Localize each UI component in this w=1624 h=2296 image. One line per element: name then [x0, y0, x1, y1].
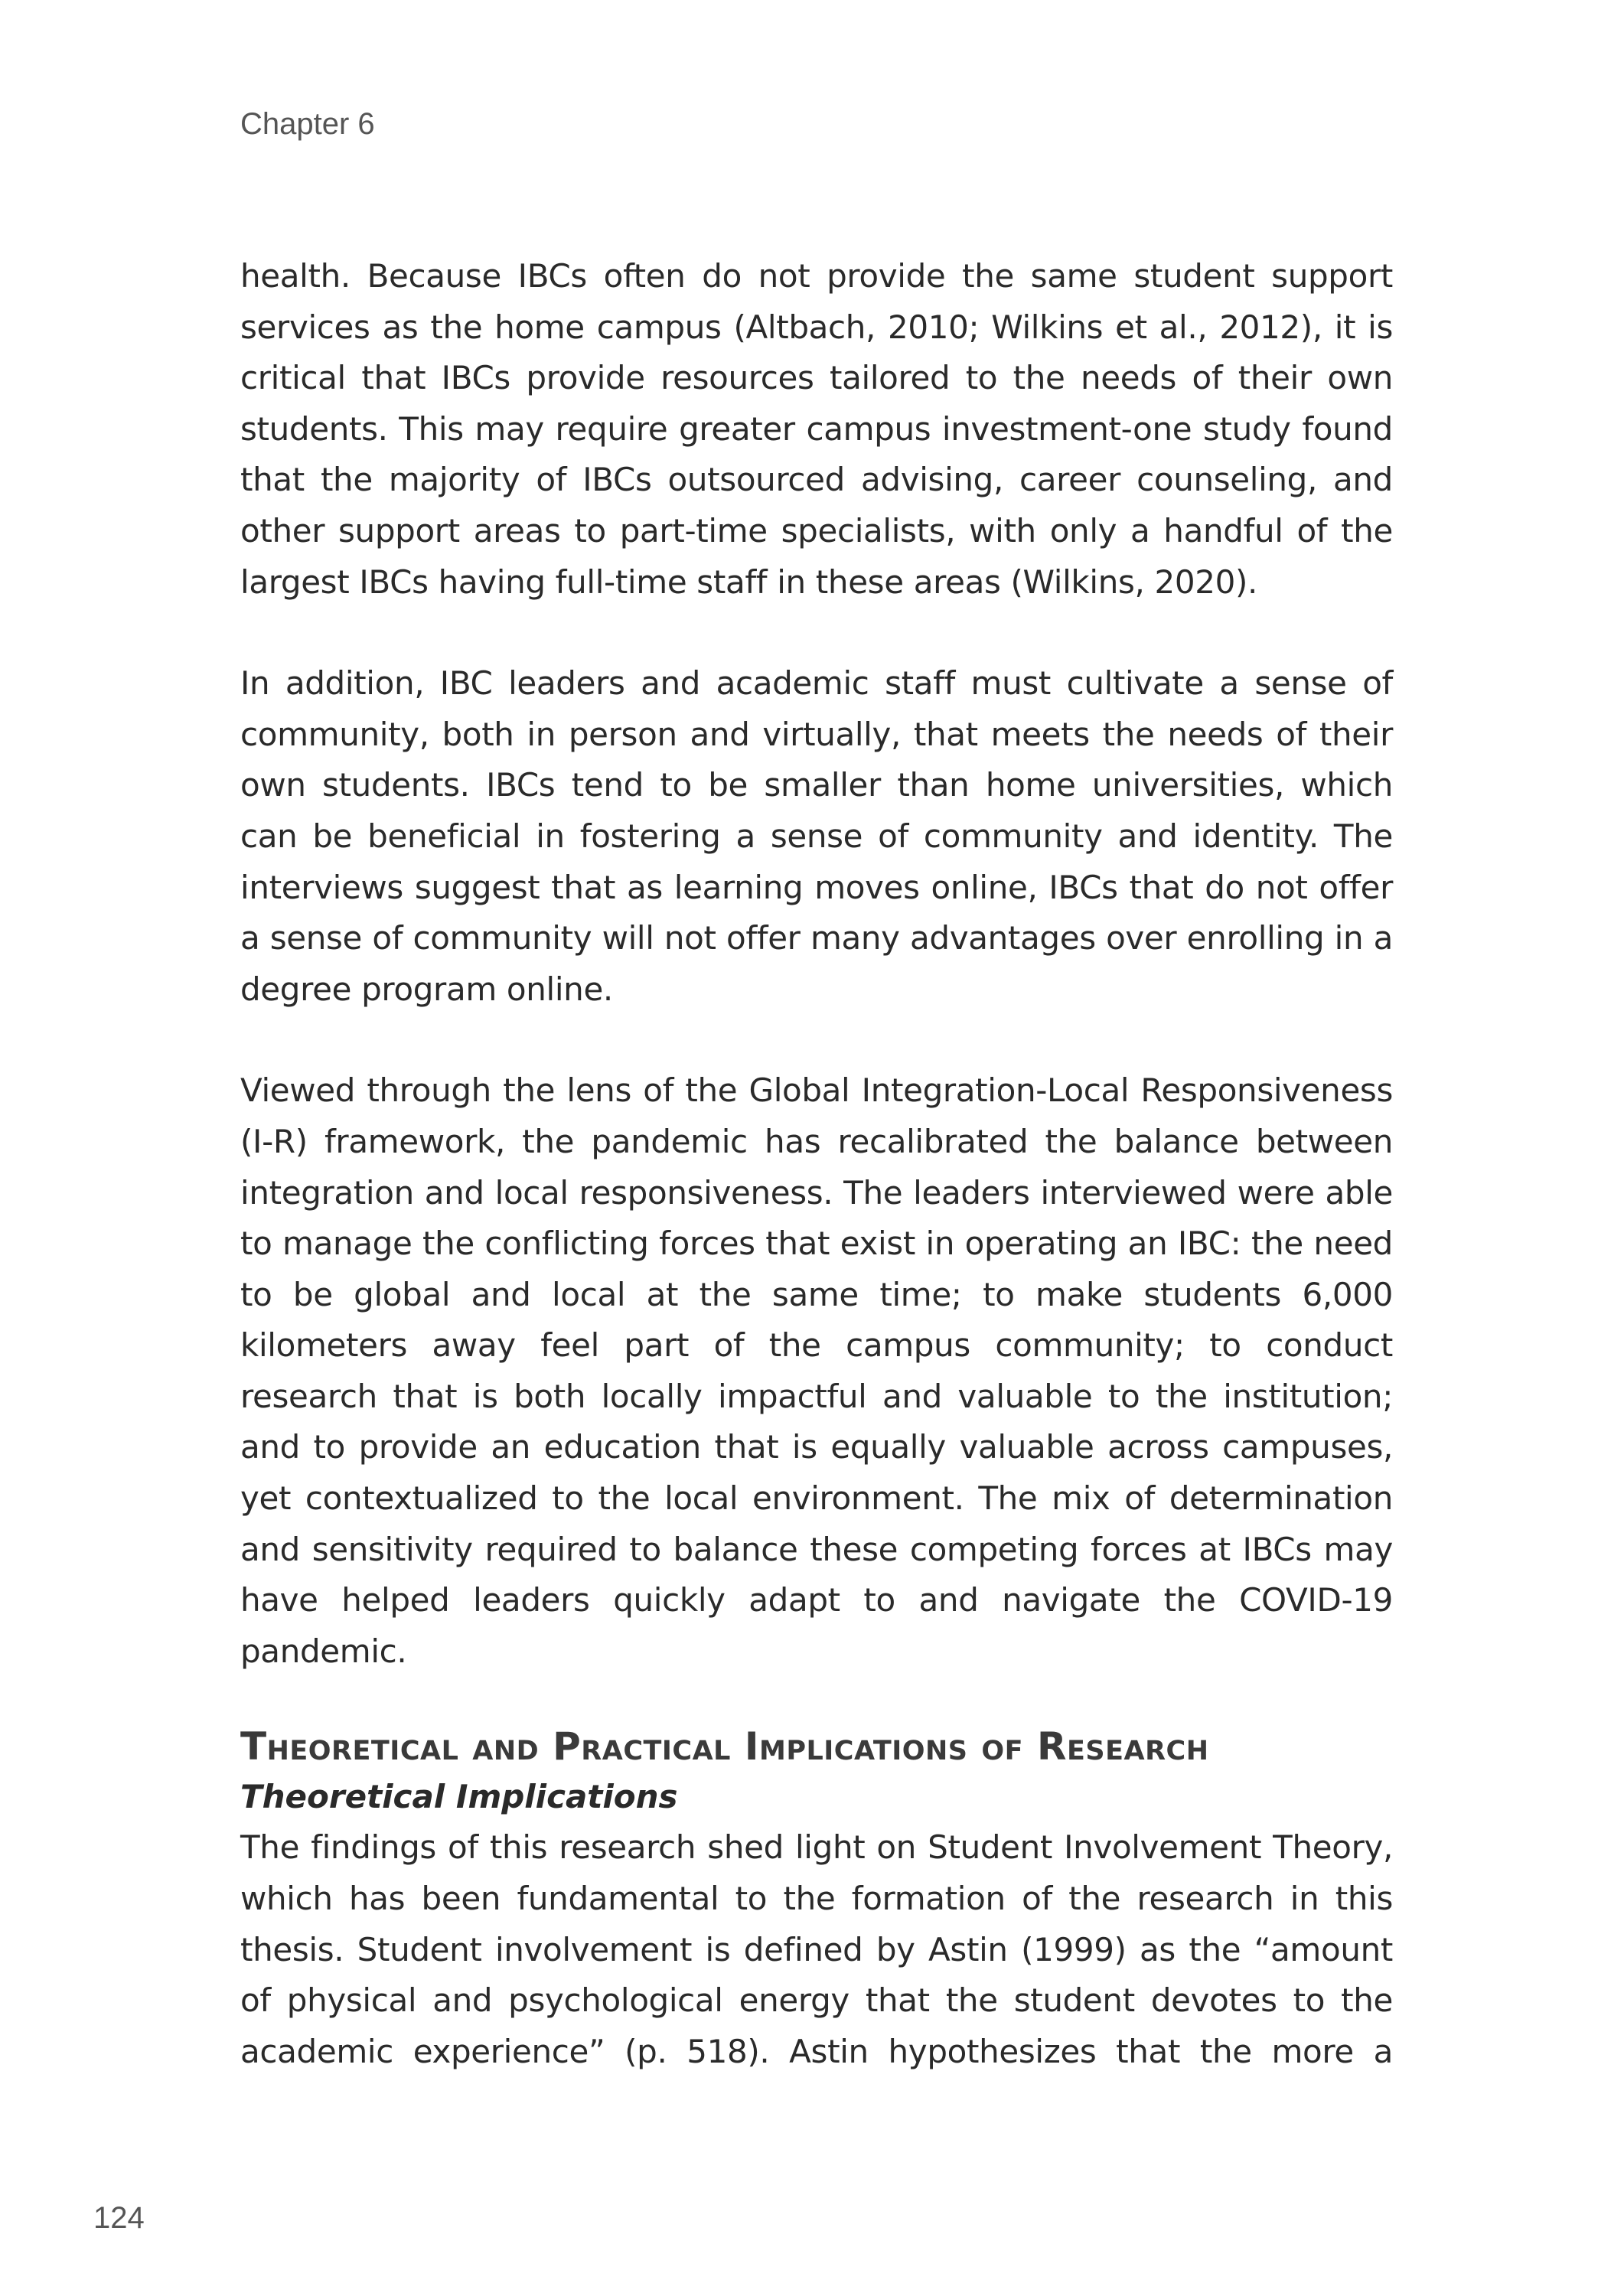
paragraph: In addition, IBC leaders and academic staff must cultivate a sense of community, both in person and virtually, that meets the needs of their own students. IBCs tend to be smaller than home universities, which can be beneficial in fostering a sense of community and identity. The interviews suggest that as learning moves online, IBCs that do not offer a sense of community will not offer many advantages over enrolling in a degree program online. [240, 664, 1393, 1008]
running-head: Chapter 6 [240, 107, 375, 141]
paragraph: health. Because IBCs often do not provide the same student support services as the home campus (Altbach, 2010; Wilkins et al., 2012), it is critical that IBCs provide resources tailored to the needs of their own students. This may require greater campus investment-one study found that the majority of IBCs outsourced advising, career counseling, and other support areas to part-time specialists, with only a handful of the largest IBCs having full-time staff in these areas (Wilkins, 2020). [240, 257, 1393, 601]
body-text [240, 251, 1393, 2077]
subsection-heading: Theoretical Implications [240, 1778, 678, 1816]
page-number: 124 [93, 2201, 145, 2235]
paragraph: Viewed through the lens of the Global Integration-Local Responsiveness (I-R) framework, the pandemic has recalibrated the balance between integration and local responsiveness. The leaders interviewed were able to manage the conflicting forces that exist in operating an IBC: the need to be global and local at the same time; to make students 6,000 kilometers away feel part of the campus community; to conduct research that is both locally impactful and valuable to the institution; and to provide an education that is equally valuable across campuses, yet contextualized to the local environment. The mix of determination and sensitivity required to balance these competing forces at IBCs may have helped leaders quickly adapt to and navigate the COVID-19 pandemic. [240, 1071, 1393, 1670]
paragraph: The findings of this research shed light on Student Involvement Theory, which has been fundamental to the formation of the research in this thesis. Student involvement is defined by Astin (1999) as the “amount of physical and psychological energy that the student devotes to the academic experience” (p. 518). Astin hypothesizes that the more a [240, 1828, 1393, 2070]
section-heading: Theoretical and Practical Implications of Research [240, 1724, 1209, 1769]
